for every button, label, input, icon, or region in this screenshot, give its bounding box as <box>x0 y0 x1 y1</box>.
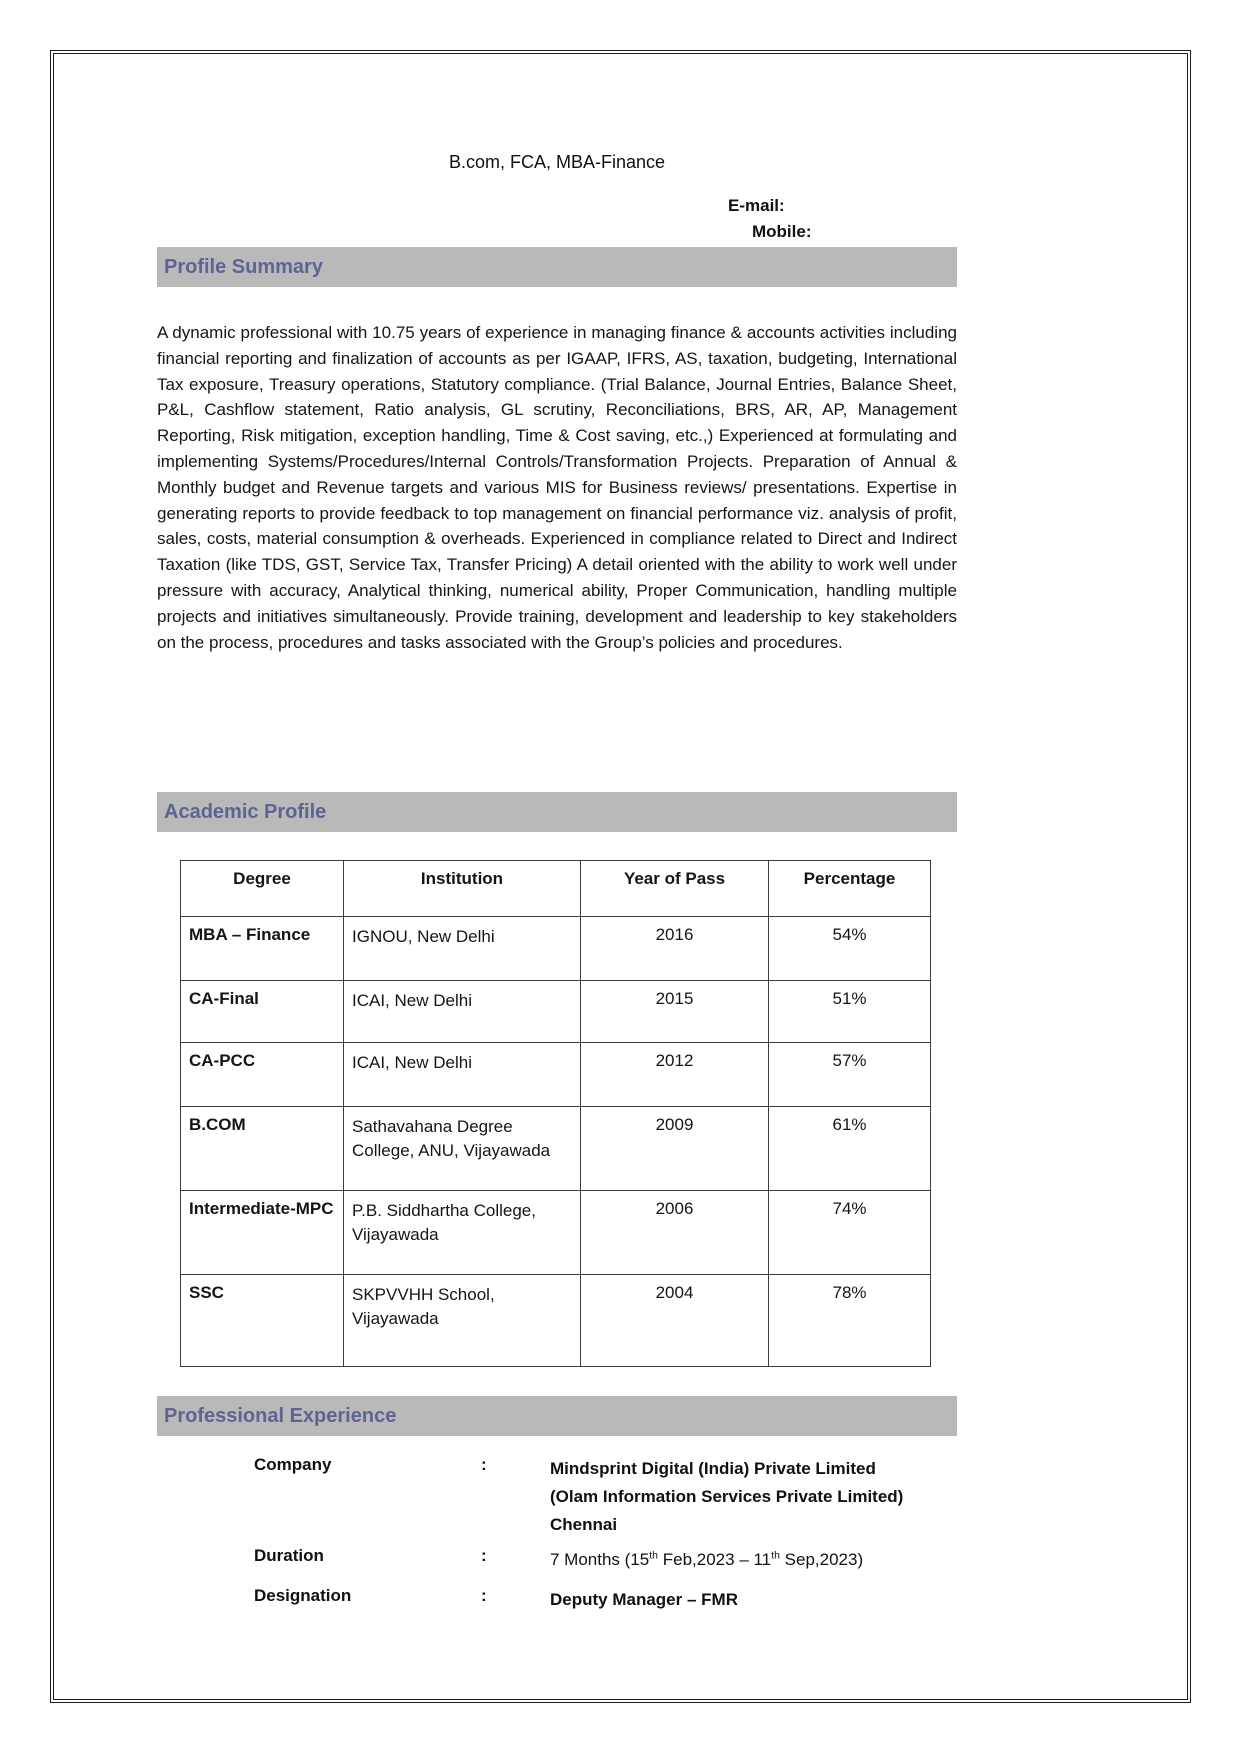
designation-label: Designation <box>254 1586 352 1605</box>
institution-cell: SKPVVHH School, Vijayawada <box>344 1275 581 1367</box>
year-cell: 2016 <box>581 917 769 981</box>
degree-cell: CA-PCC <box>181 1043 344 1107</box>
table-row <box>181 1107 931 1191</box>
column-header-percentage: Percentage <box>769 861 931 917</box>
institution-cell: Sathavahana Degree College, ANU, Vijayawada <box>344 1107 581 1191</box>
duration-label: Duration <box>254 1546 324 1565</box>
table-row <box>181 1191 931 1275</box>
percentage-cell: 51% <box>769 981 931 1043</box>
year-cell: 2009 <box>581 1107 769 1191</box>
academic-table <box>180 860 931 1367</box>
designation-value: Deputy Manager – FMR <box>550 1590 738 1609</box>
percentage-cell: 74% <box>769 1191 931 1275</box>
experience-company-row <box>157 1455 957 1545</box>
company-separator: : <box>481 1455 487 1474</box>
experience-designation-row <box>157 1586 957 1616</box>
company-value-line: Mindsprint Digital (India) Private Limited <box>550 1459 876 1478</box>
profile-summary-paragraph: A dynamic professional with 10.75 years of experience in managing finance & accounts activities including financial reporting and finalization of accounts as per IGAAP, IFRS, AS, taxation, budgeting, International Tax exposure, Treasury operations, Statutory compliance. (Trial Balance, Journal Entries, Balance Sheet, P&L, Cashflow statement, Ratio analysis, GL scrutiny, Reconciliations, BRS, AR, AP, Management Reporting, Risk mitigation, exception handling, Time & Cost saving, etc.,) Experienced at formulating and implementing Systems/Procedures/Internal Controls/Transformation Projects. Preparation of Annual & Monthly budget and Revenue targets and various MIS for Business reviews/ presentations. Expertise in generating reports to provide feedback to top management on financial performance viz. analysis of profit, sales, costs, material consumption & overheads. Experienced in compliance related to Direct and Indirect Taxation (like TDS, GST, Service Tax, Transfer Pricing) A detail oriented with the ability to work well under pressure with accuracy, Analytical thinking, numerical ability, Proper Communication, handling multiple projects and initiatives simultaneously. Provide training, development and leadership to key stakeholders on the process, procedures and tasks associated with the Group’s policies and procedures. <box>157 323 957 652</box>
experience-duration-row <box>157 1546 957 1576</box>
institution-cell: ICAI, New Delhi <box>344 981 581 1043</box>
table-row <box>181 1043 931 1107</box>
section-header-profile-summary: Profile Summary <box>157 247 957 287</box>
table-row <box>181 1275 931 1367</box>
degree-cell: Intermediate-MPC <box>181 1191 344 1275</box>
company-value <box>550 1455 950 1539</box>
year-cell: 2012 <box>581 1043 769 1107</box>
email-label: E-mail: <box>728 196 785 215</box>
academic-table-header-row <box>181 861 931 917</box>
section-header-professional-experience: Professional Experience <box>157 1396 957 1436</box>
company-value-line: Chennai <box>550 1515 618 1534</box>
degree-cell: MBA – Finance <box>181 917 344 981</box>
institution-cell: IGNOU, New Delhi <box>344 917 581 981</box>
percentage-cell: 61% <box>769 1107 931 1191</box>
section-header-academic-profile: Academic Profile <box>157 792 957 832</box>
percentage-cell: 78% <box>769 1275 931 1367</box>
table-row <box>181 981 931 1043</box>
column-header-institution: Institution <box>344 861 581 917</box>
duration-separator: : <box>481 1546 487 1565</box>
company-value-line: (Olam Information Services Private Limited) <box>550 1487 904 1506</box>
institution-cell: P.B. Siddhartha College, Vijayawada <box>344 1191 581 1275</box>
credentials-line: B.com, FCA, MBA-Finance <box>448 152 666 172</box>
column-header-degree: Degree <box>181 861 344 917</box>
table-row <box>181 917 931 981</box>
year-cell: 2015 <box>581 981 769 1043</box>
column-header-year: Year of Pass <box>581 861 769 917</box>
institution-cell: ICAI, New Delhi <box>344 1043 581 1107</box>
percentage-cell: 57% <box>769 1043 931 1107</box>
percentage-cell: 54% <box>769 917 931 981</box>
degree-cell: B.COM <box>181 1107 344 1191</box>
year-cell: 2004 <box>581 1275 769 1367</box>
degree-cell: SSC <box>181 1275 344 1367</box>
company-label: Company <box>254 1455 332 1474</box>
year-cell: 2006 <box>581 1191 769 1275</box>
mobile-label: Mobile: <box>752 222 812 241</box>
degree-cell: CA-Final <box>181 981 344 1043</box>
designation-separator: : <box>481 1586 487 1605</box>
duration-value: 7 Months (15th Feb,2023 – 11th Sep,2023) <box>550 1549 864 1569</box>
